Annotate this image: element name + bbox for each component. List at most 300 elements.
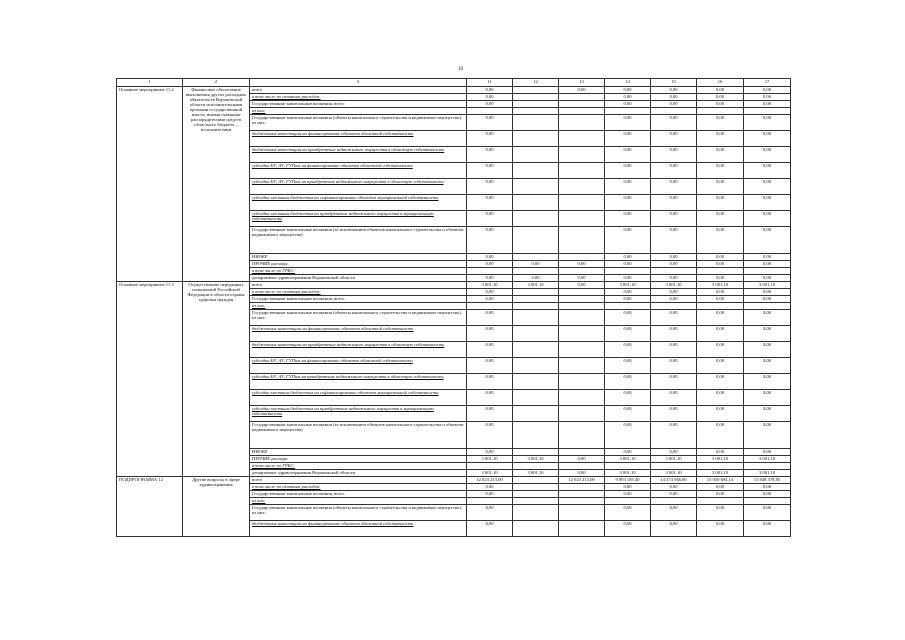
table-row: [117, 282, 791, 289]
expense-item-cell: Государственные капитальные вложения (за исключением объектов капитального строительства и объектов недвижимого имущества): [250, 422, 467, 449]
value-cell: [559, 310, 605, 326]
value-cell: 3 001,10: [513, 470, 559, 477]
value-cell: [513, 498, 559, 505]
value-cell: 0,00: [467, 505, 513, 521]
value-cell: 0,00: [744, 101, 791, 108]
value-cell: 0,00: [744, 131, 791, 147]
value-cell: 0,00: [605, 422, 651, 449]
value-cell: 0,00: [697, 406, 744, 422]
value-cell: [559, 342, 605, 358]
value-cell: 0,00: [697, 296, 744, 303]
value-cell: 0,00: [559, 261, 605, 268]
value-cell: 0,00: [513, 275, 559, 282]
value-cell: 0,00: [559, 275, 605, 282]
value-cell: 0,00: [467, 227, 513, 254]
value-cell: 0,00: [605, 374, 651, 390]
value-cell: 0,00: [651, 374, 697, 390]
value-cell: [513, 406, 559, 422]
value-cell: [467, 498, 513, 505]
value-cell: [559, 115, 605, 131]
value-cell: [559, 268, 605, 275]
value-cell: [697, 108, 744, 115]
value-cell: 0,00: [605, 505, 651, 521]
value-cell: 0,00: [651, 179, 697, 195]
value-cell: [559, 94, 605, 101]
value-cell: 0,00: [697, 211, 744, 227]
expense-item-cell: департамент здравоохранения Воронежской области: [250, 275, 467, 282]
value-cell: [467, 463, 513, 470]
value-cell: 0,00: [697, 254, 744, 261]
expense-item-cell: НИОКР: [250, 449, 467, 456]
value-cell: [744, 463, 791, 470]
value-cell: [559, 449, 605, 456]
value-cell: 0,00: [605, 163, 651, 179]
expense-item-cell: всего: [250, 282, 467, 289]
value-cell: [513, 477, 559, 484]
expense-item-cell: в том числе по статьям расходов:: [250, 94, 467, 101]
value-cell: 3 001,10: [697, 470, 744, 477]
value-cell: [651, 303, 697, 310]
value-cell: 0,00: [651, 390, 697, 406]
value-cell: 0,00: [744, 326, 791, 342]
value-cell: [559, 484, 605, 491]
value-cell: 0,00: [697, 147, 744, 163]
value-cell: 0,00: [605, 358, 651, 374]
expense-item-cell: НИОКР: [250, 254, 467, 261]
value-cell: 3 001,10: [744, 456, 791, 463]
value-cell: 3 001,10: [744, 282, 791, 289]
value-cell: [559, 498, 605, 505]
value-cell: 0,00: [651, 505, 697, 521]
expense-item-cell: из них:: [250, 498, 467, 505]
value-cell: 3 001,10: [651, 456, 697, 463]
expense-item-cell: из них:: [250, 303, 467, 310]
value-cell: [513, 422, 559, 449]
value-cell: [513, 227, 559, 254]
value-cell: 0,00: [605, 296, 651, 303]
value-cell: [559, 101, 605, 108]
value-cell: 0,00: [605, 227, 651, 254]
expense-item-cell: бюджетные инвестиции на финансирование объектов областной собственности: [250, 131, 467, 147]
value-cell: 0,00: [697, 521, 744, 537]
expense-item-cell: субсидии БУ, АУ, ГУПам на приобретение недвижимого имущества в областную собственность: [250, 374, 467, 390]
value-cell: 0,00: [651, 87, 697, 94]
value-cell: 0,00: [651, 261, 697, 268]
value-cell: 3 001,10: [605, 470, 651, 477]
value-cell: 0,00: [605, 275, 651, 282]
value-cell: 0,00: [651, 449, 697, 456]
value-cell: 0,00: [605, 211, 651, 227]
value-cell: 0,00: [744, 254, 791, 261]
value-cell: [559, 390, 605, 406]
value-cell: [559, 463, 605, 470]
value-cell: 0,00: [467, 422, 513, 449]
value-cell: [559, 491, 605, 498]
value-cell: 9 893 185,40: [605, 477, 651, 484]
value-cell: 0,00: [744, 358, 791, 374]
value-cell: [513, 296, 559, 303]
value-cell: 0,00: [744, 449, 791, 456]
value-cell: 3 001,10: [744, 470, 791, 477]
value-cell: [559, 163, 605, 179]
value-cell: [559, 422, 605, 449]
value-cell: 0,00: [467, 326, 513, 342]
value-cell: [744, 108, 791, 115]
expense-item-cell: в том числе по ГРБС:: [250, 463, 467, 470]
value-cell: [513, 491, 559, 498]
value-cell: 0,00: [651, 131, 697, 147]
value-cell: 0,00: [744, 505, 791, 521]
value-cell: 0,00: [697, 163, 744, 179]
value-cell: 3 001,10: [513, 456, 559, 463]
value-cell: 0,00: [467, 484, 513, 491]
value-cell: [559, 289, 605, 296]
expense-item-cell: субсидии БУ, АУ, ГУПам на финансирование объектов областной собственности: [250, 163, 467, 179]
value-cell: [513, 374, 559, 390]
value-cell: 0,00: [651, 521, 697, 537]
value-cell: 0,00: [605, 94, 651, 101]
value-cell: [467, 303, 513, 310]
value-cell: [513, 358, 559, 374]
value-cell: 3 001,10: [697, 456, 744, 463]
value-cell: [513, 326, 559, 342]
value-cell: 0,00: [697, 115, 744, 131]
value-cell: 0,00: [651, 406, 697, 422]
value-cell: 0,00: [605, 484, 651, 491]
value-cell: 0,00: [467, 310, 513, 326]
header-cell: 13: [559, 79, 605, 87]
activity-name-cell: Основное мероприятие 11.3: [117, 282, 183, 477]
value-cell: 0,00: [744, 521, 791, 537]
value-cell: [651, 108, 697, 115]
value-cell: [513, 179, 559, 195]
value-cell: 0,00: [467, 521, 513, 537]
value-cell: 0,00: [467, 342, 513, 358]
value-cell: [513, 463, 559, 470]
value-cell: 0,00: [744, 87, 791, 94]
value-cell: 0,00: [651, 310, 697, 326]
value-cell: [559, 108, 605, 115]
value-cell: 0,00: [697, 390, 744, 406]
table-row: [117, 477, 791, 484]
value-cell: [559, 374, 605, 390]
value-cell: 0,00: [605, 491, 651, 498]
value-cell: [651, 463, 697, 470]
expense-item-cell: Государственные капитальные вложения, всего: [250, 101, 467, 108]
value-cell: 0,00: [605, 289, 651, 296]
value-cell: [697, 268, 744, 275]
value-cell: [605, 268, 651, 275]
expense-item-cell: в том числе по ГРБС:: [250, 268, 467, 275]
value-cell: 0,00: [744, 390, 791, 406]
value-cell: [559, 521, 605, 537]
value-cell: [559, 303, 605, 310]
value-cell: 0,00: [605, 179, 651, 195]
value-cell: 0,00: [697, 310, 744, 326]
value-cell: [651, 498, 697, 505]
activity-description-cell: Финансовое обеспечение выполнения других расходных обязательств Воронежской области исполнительными органами государственной власти, иными главными распорядителями средств областного бюджета – исполнителями: [183, 87, 250, 282]
value-cell: [513, 390, 559, 406]
value-cell: 14 374 946,80: [651, 477, 697, 484]
value-cell: 0,00: [744, 163, 791, 179]
value-cell: 3 001,10: [467, 282, 513, 289]
value-cell: [513, 87, 559, 94]
value-cell: 0,00: [697, 491, 744, 498]
value-cell: 3 001,10: [651, 282, 697, 289]
value-cell: 0,00: [467, 87, 513, 94]
value-cell: 0,00: [605, 449, 651, 456]
header-cell: 11: [467, 79, 513, 87]
value-cell: 15 848 378,85: [744, 477, 791, 484]
value-cell: 0,00: [559, 87, 605, 94]
value-cell: 0,00: [467, 449, 513, 456]
value-cell: [605, 498, 651, 505]
value-cell: [559, 227, 605, 254]
value-cell: 0,00: [467, 261, 513, 268]
value-cell: 0,00: [605, 342, 651, 358]
value-cell: [513, 108, 559, 115]
activity-description-cell: Другие вопросы в сфере здравоохранения: [183, 477, 250, 537]
value-cell: 0,00: [744, 484, 791, 491]
expense-item-cell: ПРОЧИЕ расходы: [250, 456, 467, 463]
value-cell: 0,00: [559, 470, 605, 477]
value-cell: 0,00: [744, 261, 791, 268]
value-cell: 3 001,10: [605, 456, 651, 463]
value-cell: [559, 147, 605, 163]
value-cell: 0,00: [651, 211, 697, 227]
expense-item-cell: бюджетные инвестиции на финансирование объектов областной собственности: [250, 521, 467, 537]
value-cell: 0,00: [467, 211, 513, 227]
value-cell: 0,00: [651, 358, 697, 374]
value-cell: 0,00: [744, 310, 791, 326]
header-cell: 17: [744, 79, 791, 87]
expense-item-cell: ПРОЧИЕ расходы: [250, 261, 467, 268]
value-cell: [513, 115, 559, 131]
value-cell: 0,00: [467, 195, 513, 211]
value-cell: 0,00: [744, 422, 791, 449]
value-cell: 0,00: [651, 147, 697, 163]
value-cell: 0,00: [744, 227, 791, 254]
value-cell: 0,00: [467, 374, 513, 390]
value-cell: 0,00: [651, 275, 697, 282]
value-cell: 0,00: [697, 326, 744, 342]
value-cell: 0,00: [744, 115, 791, 131]
value-cell: 0,00: [744, 342, 791, 358]
activity-description-cell: Осуществление переданных полномочий Российской Федерации в области охраны здоровья граждан: [183, 282, 250, 477]
value-cell: 0,00: [697, 449, 744, 456]
expense-item-cell: всего: [250, 477, 467, 484]
value-cell: 0,00: [651, 342, 697, 358]
value-cell: 0,00: [467, 115, 513, 131]
table-row: [117, 87, 791, 94]
expense-item-cell: всего: [250, 87, 467, 94]
value-cell: 0,00: [467, 131, 513, 147]
value-cell: 0,00: [467, 101, 513, 108]
value-cell: 0,00: [559, 456, 605, 463]
value-cell: 0,00: [651, 422, 697, 449]
expense-item-cell: в том числе по статьям расходов:: [250, 484, 467, 491]
value-cell: [513, 521, 559, 537]
header-cell: 3: [250, 79, 467, 87]
value-cell: 0,00: [651, 491, 697, 498]
value-cell: 0,00: [467, 163, 513, 179]
value-cell: 0,00: [697, 275, 744, 282]
value-cell: 0,00: [744, 374, 791, 390]
value-cell: 0,00: [744, 94, 791, 101]
value-cell: 0,00: [605, 406, 651, 422]
table-body: [117, 79, 791, 537]
value-cell: 0,00: [744, 491, 791, 498]
value-cell: [697, 303, 744, 310]
value-cell: [513, 254, 559, 261]
value-cell: 0,00: [651, 296, 697, 303]
value-cell: 0,00: [744, 275, 791, 282]
expense-item-cell: субсидии местным бюджетам на софинансирование объектов муниципальной собственности: [250, 195, 467, 211]
value-cell: 0,00: [467, 94, 513, 101]
value-cell: 0,00: [744, 296, 791, 303]
value-cell: [513, 211, 559, 227]
value-cell: 0,00: [605, 115, 651, 131]
value-cell: 3 001,10: [605, 282, 651, 289]
value-cell: 0,00: [605, 326, 651, 342]
value-cell: 0,00: [651, 227, 697, 254]
header-cell: 16: [697, 79, 744, 87]
expense-item-cell: субсидии местным бюджетам на софинансирование объектов муниципальной собственности: [250, 390, 467, 406]
header-cell: 1: [117, 79, 183, 87]
value-cell: 0,00: [697, 227, 744, 254]
value-cell: [605, 463, 651, 470]
value-cell: 0,00: [605, 195, 651, 211]
value-cell: 0,00: [605, 521, 651, 537]
value-cell: 0,00: [559, 282, 605, 289]
expense-item-cell: Государственные капитальные вложения, всего: [250, 491, 467, 498]
value-cell: 0,00: [605, 310, 651, 326]
value-cell: 0,00: [605, 131, 651, 147]
value-cell: 0,00: [697, 101, 744, 108]
value-cell: 0,00: [467, 275, 513, 282]
value-cell: 0,00: [467, 179, 513, 195]
value-cell: [513, 147, 559, 163]
value-cell: 3 001,10: [467, 456, 513, 463]
value-cell: 0,00: [697, 179, 744, 195]
value-cell: [513, 484, 559, 491]
value-cell: 3 001,10: [651, 470, 697, 477]
value-cell: 0,00: [651, 195, 697, 211]
value-cell: [559, 505, 605, 521]
expense-item-cell: бюджетные инвестиции на приобретение недвижимого имущества в областную собственность: [250, 342, 467, 358]
value-cell: 0,00: [513, 261, 559, 268]
value-cell: 3 001,10: [697, 282, 744, 289]
value-cell: 0,00: [651, 326, 697, 342]
value-cell: [559, 358, 605, 374]
expense-item-cell: субсидии местным бюджетам на приобретение недвижимого имущества в муниципальную собственность: [250, 406, 467, 422]
expense-item-cell: субсидии местным бюджетам на приобретение недвижимого имущества в муниципальную собственность: [250, 211, 467, 227]
value-cell: 0,00: [744, 406, 791, 422]
value-cell: 0,00: [651, 94, 697, 101]
expense-item-cell: Государственные капитальные вложения (объекты капитального строительства и недвижимое имущество), из них:: [250, 310, 467, 326]
value-cell: [559, 195, 605, 211]
value-cell: [605, 303, 651, 310]
expense-item-cell: в том числе по статьям расходов:: [250, 289, 467, 296]
value-cell: 0,00: [467, 406, 513, 422]
value-cell: 0,00: [697, 422, 744, 449]
value-cell: 0,00: [605, 390, 651, 406]
value-cell: 0,00: [744, 195, 791, 211]
value-cell: 0,00: [467, 296, 513, 303]
value-cell: 3 001,10: [467, 470, 513, 477]
value-cell: 0,00: [697, 289, 744, 296]
value-cell: 0,00: [697, 261, 744, 268]
value-cell: [513, 131, 559, 147]
value-cell: 0,00: [467, 289, 513, 296]
value-cell: 0,00: [605, 101, 651, 108]
value-cell: 0,00: [744, 289, 791, 296]
value-cell: [605, 108, 651, 115]
value-cell: [559, 326, 605, 342]
value-cell: 0,00: [605, 87, 651, 94]
expense-item-cell: Государственные капитальные вложения (объекты капитального строительства и недвижимое имущество), из них:: [250, 505, 467, 521]
value-cell: [467, 268, 513, 275]
value-cell: 0,00: [651, 163, 697, 179]
value-cell: [513, 303, 559, 310]
value-cell: 12 023 213,00: [559, 477, 605, 484]
value-cell: 0,00: [697, 195, 744, 211]
value-cell: 0,00: [605, 254, 651, 261]
value-cell: 0,00: [467, 491, 513, 498]
value-cell: 0,00: [651, 254, 697, 261]
expense-item-cell: бюджетные инвестиции на приобретение недвижимого имущества в областную собственность: [250, 147, 467, 163]
value-cell: [513, 342, 559, 358]
value-cell: 0,00: [467, 254, 513, 261]
header-cell: 2: [183, 79, 250, 87]
expense-item-cell: субсидии БУ, АУ, ГУПам на финансирование объектов областной собственности: [250, 358, 467, 374]
value-cell: 0,00: [697, 484, 744, 491]
value-cell: 0,00: [467, 390, 513, 406]
expense-item-cell: Государственные капитальные вложения, всего: [250, 296, 467, 303]
value-cell: [513, 449, 559, 456]
value-cell: 0,00: [467, 358, 513, 374]
header-cell: 14: [605, 79, 651, 87]
value-cell: 0,00: [697, 87, 744, 94]
value-cell: [697, 463, 744, 470]
header-cell: 15: [651, 79, 697, 87]
value-cell: 3 001,10: [513, 282, 559, 289]
value-cell: 0,00: [744, 211, 791, 227]
header-cell: 12: [513, 79, 559, 87]
expense-item-cell: субсидии БУ, АУ, ГУПам на приобретение недвижимого имущества в областную собственность: [250, 179, 467, 195]
expense-item-cell: из них:: [250, 108, 467, 115]
value-cell: [744, 303, 791, 310]
value-cell: [513, 268, 559, 275]
value-cell: [467, 108, 513, 115]
value-cell: 0,00: [697, 505, 744, 521]
value-cell: 0,00: [697, 342, 744, 358]
value-cell: 0,00: [744, 147, 791, 163]
page-number: 10: [458, 67, 463, 72]
value-cell: 0,00: [697, 94, 744, 101]
value-cell: 0,00: [651, 115, 697, 131]
value-cell: [513, 505, 559, 521]
value-cell: 0,00: [467, 147, 513, 163]
value-cell: 0,00: [605, 147, 651, 163]
value-cell: [513, 163, 559, 179]
value-cell: [513, 289, 559, 296]
value-cell: 0,00: [697, 131, 744, 147]
value-cell: [513, 101, 559, 108]
value-cell: 0,00: [651, 101, 697, 108]
value-cell: [559, 211, 605, 227]
value-cell: [513, 195, 559, 211]
